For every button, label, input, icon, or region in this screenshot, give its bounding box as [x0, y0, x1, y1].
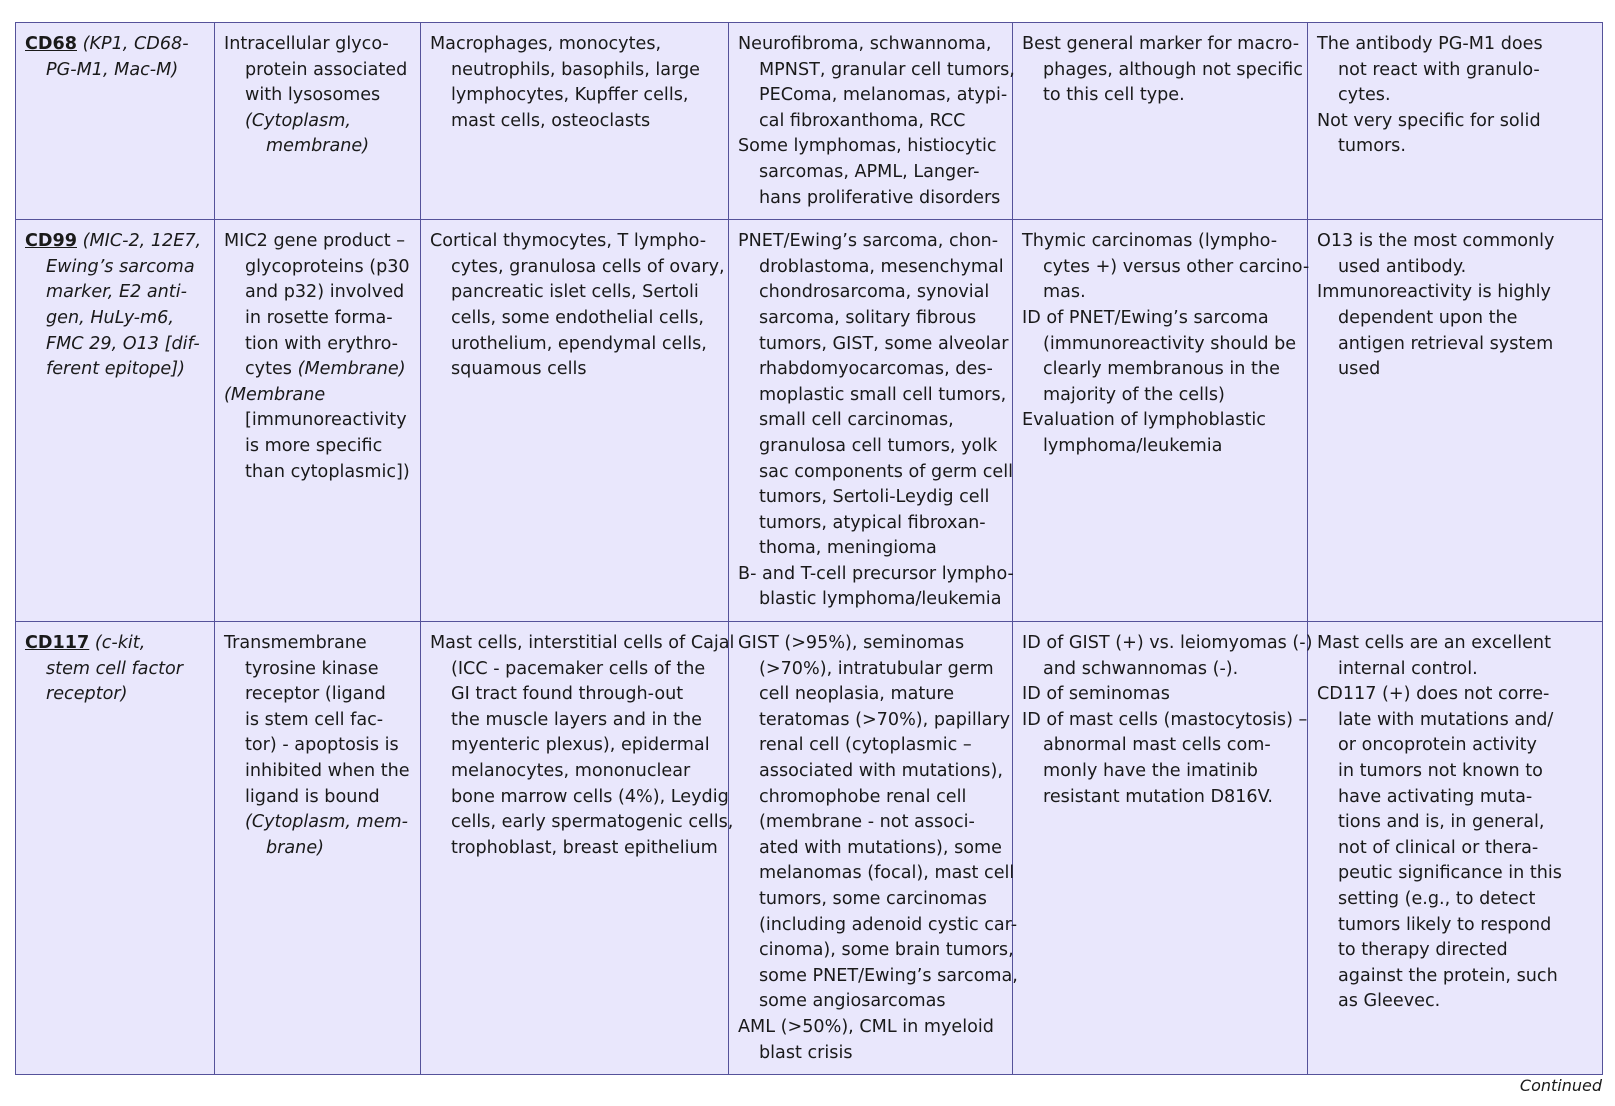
- cell-line: moplastic small cell tumors,: [759, 384, 1007, 405]
- cell-line: mas.: [1043, 282, 1086, 303]
- marker-alias: receptor): [46, 684, 128, 705]
- cell-line: melanomas (focal), mast cell: [759, 863, 1015, 884]
- cell-line: O13 is the most commonly: [1317, 231, 1555, 252]
- marker-alias: stem cell factor: [46, 658, 184, 679]
- cell-line: PEComa, melanomas, atypi-: [759, 85, 1008, 106]
- cell-line: receptor (ligand: [245, 684, 386, 705]
- cell-line: MIC2 gene product –: [224, 231, 406, 252]
- cell-line: ID of PNET/Ewing’s sarcoma: [1022, 307, 1269, 328]
- cell-line: tion with erythro-: [245, 333, 399, 354]
- cell-line: or oncoprotein activity: [1338, 735, 1537, 756]
- cell-line: cinoma), some brain tumors,: [759, 940, 1014, 961]
- cell-line: GIST (>95%), seminomas: [738, 633, 965, 654]
- cell-line: late with mutations and/: [1338, 709, 1554, 730]
- tumors-cell: [729, 23, 1013, 220]
- cell-line: with lysosomes: [245, 85, 381, 106]
- cell-line: cal fibroxanthoma, RCC: [759, 110, 966, 131]
- cell-line: not react with granulo-: [1338, 59, 1540, 80]
- cell-line: ID of seminomas: [1022, 684, 1170, 705]
- cell-line: tumors, GIST, some alveolar: [759, 333, 1009, 354]
- cell-line: tumors, Sertoli-Leydig cell: [759, 487, 990, 508]
- cell-line: is more specific: [245, 435, 383, 456]
- cell-line: than cytoplasmic]): [245, 461, 410, 482]
- cell-line: bone marrow cells (4%), Leydig: [451, 786, 729, 807]
- cell-line: B- and T-cell precursor lympho-: [738, 563, 1014, 584]
- antigen-cell: [215, 220, 421, 622]
- cell-line: [immunoreactivity: [245, 410, 407, 431]
- cell-line: AML (>50%), CML in myeloid: [738, 1016, 994, 1037]
- cell-line: ated with mutations), some: [759, 837, 1002, 858]
- cell-line: trophoblast, breast epithelium: [451, 837, 718, 858]
- cell-line: lymphocytes, Kupffer cells,: [451, 85, 689, 106]
- cell-line: Some lymphomas, histiocytic: [738, 136, 997, 157]
- staining-pattern: (Cytoplasm, mem-: [245, 812, 408, 833]
- comments-cell: [1308, 23, 1603, 220]
- cell-line: myenteric plexus), epidermal: [451, 735, 710, 756]
- normal-tissue-cell: [421, 622, 735, 1075]
- cell-line: pancreatic islet cells, Sertoli: [451, 282, 699, 303]
- cell-line: Mast cells, interstitial cells of Cajal: [430, 633, 735, 654]
- cell-line: cytes.: [1338, 85, 1391, 106]
- cell-line: Transmembrane: [224, 633, 367, 654]
- cell-line: sarcomas, APML, Langer-: [759, 161, 980, 182]
- cell-line: Mast cells are an excellent: [1317, 633, 1551, 654]
- staining-pattern: (Cytoplasm,: [245, 110, 351, 131]
- cell-line: peutic significance in this: [1338, 863, 1562, 884]
- cell-line: used antibody.: [1338, 256, 1467, 277]
- table-row: [16, 23, 1603, 220]
- cell-line: teratomas (>70%), papillary: [759, 709, 1011, 730]
- cell-line: droblastoma, mesenchymal: [759, 256, 1004, 277]
- cell-line: inhibited when the: [245, 761, 410, 782]
- cell-line: some PNET/Ewing’s sarcoma,: [759, 965, 1018, 986]
- cell-line: protein associated: [245, 59, 408, 80]
- cell-line: (>70%), intratubular germ: [759, 658, 994, 679]
- cell-line: ligand is bound: [245, 786, 380, 807]
- cell-line: tumors, some carcinomas: [759, 889, 987, 909]
- cell-line: cytes: [245, 359, 298, 380]
- cell-line: (membrane - not associ-: [759, 812, 975, 833]
- cell-line: and p32) involved: [245, 282, 405, 303]
- cell-line: to this cell type.: [1043, 85, 1185, 106]
- table-row: [16, 220, 1603, 622]
- cell-line: Not very specific for solid: [1317, 110, 1541, 131]
- cell-line: tumors, atypical fibroxan-: [759, 512, 986, 533]
- cell-line: (including adenoid cystic car-: [759, 914, 1018, 935]
- cell-line: blastic lymphoma/leukemia: [759, 589, 1002, 610]
- cell-line: some angiosarcomas: [759, 991, 946, 1012]
- marker-alias: Ewing’s sarcoma: [46, 256, 195, 277]
- cell-line: glycoproteins (p30: [245, 256, 410, 277]
- cell-line: the muscle layers and in the: [451, 709, 702, 730]
- marker-name: CD117: [25, 633, 90, 654]
- cell-line: as Gleevec.: [1338, 991, 1441, 1012]
- cell-line: Best general marker for macro-: [1022, 34, 1300, 54]
- table-row: [16, 622, 1603, 1075]
- tumors-cell: [729, 622, 1018, 1075]
- normal-tissue-cell: [421, 23, 729, 220]
- usage-cell: [1013, 23, 1308, 220]
- cell-line: neutrophils, basophils, large: [451, 59, 700, 80]
- cell-line: majority of the cells): [1043, 384, 1225, 405]
- cell-line: melanocytes, mononuclear: [451, 761, 691, 782]
- cell-line: tumors.: [1338, 136, 1406, 157]
- cell-line: tyrosine kinase: [245, 658, 379, 679]
- cell-line: and schwannomas (-).: [1043, 658, 1239, 679]
- marker-name: CD99: [25, 231, 77, 252]
- marker-alias: marker, E2 anti-: [46, 282, 187, 303]
- cell-line: ID of GIST (+) vs. leiomyomas (-): [1022, 633, 1313, 654]
- cell-line: GI tract found through-out: [451, 684, 684, 705]
- cell-line: abnormal mast cells com-: [1043, 735, 1271, 756]
- marker-alias: (MIC-2, 12E7,: [77, 231, 202, 252]
- cell-line: The antibody PG-M1 does: [1317, 34, 1543, 54]
- marker-cell: [16, 622, 215, 1075]
- antigen-cell: [215, 622, 421, 1075]
- cell-line: Evaluation of lymphoblastic: [1022, 410, 1266, 431]
- cell-line: antigen retrieval system: [1338, 333, 1554, 354]
- cell-line: internal control.: [1338, 658, 1478, 679]
- marker-alias: FMC 29, O13 [dif-: [46, 333, 200, 354]
- cell-line: (immunoreactivity should be: [1043, 333, 1297, 354]
- cell-line: to therapy directed: [1338, 940, 1508, 961]
- cell-line: have activating muta-: [1338, 786, 1533, 807]
- antigen-cell: [215, 23, 421, 220]
- usage-cell: [1013, 220, 1308, 622]
- marker-alias: (c-kit,: [89, 633, 146, 654]
- cell-line: Macrophages, monocytes,: [430, 34, 662, 54]
- cell-line: tumors likely to respond: [1338, 914, 1552, 935]
- cell-line: urothelium, ependymal cells,: [451, 333, 707, 354]
- cell-line: CD117 (+) does not corre-: [1317, 684, 1550, 705]
- cell-line: small cell carcinomas,: [759, 410, 954, 431]
- marker-cell: [16, 23, 215, 220]
- cell-line: monly have the imatinib: [1043, 761, 1258, 782]
- marker-alias: ferent epitope]): [46, 359, 185, 380]
- cell-line: renal cell (cytoplasmic –: [759, 735, 972, 756]
- cell-line: (ICC - pacemaker cells of the: [451, 658, 706, 679]
- cell-line: used: [1338, 359, 1381, 380]
- cell-line: associated with mutations),: [759, 761, 1003, 782]
- usage-cell: [1013, 622, 1313, 1075]
- cell-line: sac components of germ cell: [759, 461, 1013, 482]
- staining-pattern: membrane): [266, 136, 370, 157]
- marker-alias: PG-M1, Mac-M): [46, 59, 179, 80]
- cell-line: Thymic carcinomas (lympho-: [1022, 231, 1278, 252]
- marker-alias: gen, HuLy-m6,: [46, 307, 174, 328]
- cell-line: sarcoma, solitary fibrous: [759, 307, 977, 328]
- cell-line: in rosette forma-: [245, 307, 393, 328]
- staining-pattern: (Membrane: [224, 384, 326, 405]
- cell-line: hans proliferative disorders: [759, 187, 1001, 208]
- cell-line: cytes +) versus other carcino-: [1043, 256, 1310, 277]
- cell-line: Neurofibroma, schwannoma,: [738, 34, 992, 54]
- cell-line: in tumors not known to: [1338, 761, 1543, 782]
- comments-cell: [1308, 220, 1603, 622]
- cell-line: cells, early spermatogenic cells,: [451, 812, 734, 833]
- cell-line: not of clinical or thera-: [1338, 837, 1539, 858]
- marker-alias: (KP1, CD68-: [77, 34, 189, 54]
- cell-line: cell neoplasia, mature: [759, 684, 955, 705]
- cell-line: setting (e.g., to detect: [1338, 889, 1536, 909]
- cell-line: cytes, granulosa cells of ovary,: [451, 256, 725, 277]
- marker-cell: [16, 220, 215, 622]
- cell-line: PNET/Ewing’s sarcoma, chon-: [738, 231, 999, 252]
- cell-line: cells, some endothelial cells,: [451, 307, 704, 328]
- cell-line: Intracellular glyco-: [224, 34, 389, 54]
- cell-line: against the protein, such: [1338, 965, 1558, 986]
- cell-line: is stem cell fac-: [245, 709, 384, 730]
- staining-pattern: brane): [266, 837, 325, 858]
- cell-line: phages, although not specific: [1043, 59, 1303, 80]
- cell-line: Immunoreactivity is highly: [1317, 282, 1551, 303]
- comments-cell: [1308, 622, 1603, 1075]
- tumors-cell: [729, 220, 1013, 622]
- cell-line: resistant mutation D816V.: [1043, 786, 1273, 807]
- marker-table: [15, 22, 1603, 1075]
- cell-line: thoma, meningioma: [759, 538, 937, 559]
- cell-line: chromophobe renal cell: [759, 786, 967, 807]
- marker-name: CD68: [25, 34, 77, 54]
- cell-line: squamous cells: [451, 359, 587, 380]
- normal-tissue-cell: [421, 220, 729, 622]
- continued-label: Continued: [1519, 1076, 1602, 1095]
- cell-line: Cortical thymocytes, T lympho-: [430, 231, 707, 252]
- cell-line: chondrosarcoma, synovial: [759, 282, 990, 303]
- cell-line: tor) - apoptosis is: [245, 735, 399, 756]
- staining-pattern: (Membrane): [297, 359, 406, 380]
- cell-line: clearly membranous in the: [1043, 359, 1280, 380]
- cell-line: dependent upon the: [1338, 307, 1518, 328]
- cell-line: tions and is, in general,: [1338, 812, 1545, 833]
- cell-line: granulosa cell tumors, yolk: [759, 435, 998, 456]
- cell-line: rhabdomyocarcomas, des-: [759, 359, 993, 380]
- cell-line: mast cells, osteoclasts: [451, 110, 651, 131]
- cell-line: lymphoma/leukemia: [1043, 435, 1223, 456]
- cell-line: ID of mast cells (mastocytosis) –: [1022, 709, 1308, 730]
- cell-line: MPNST, granular cell tumors,: [759, 59, 1015, 80]
- cell-line: blast crisis: [759, 1042, 853, 1063]
